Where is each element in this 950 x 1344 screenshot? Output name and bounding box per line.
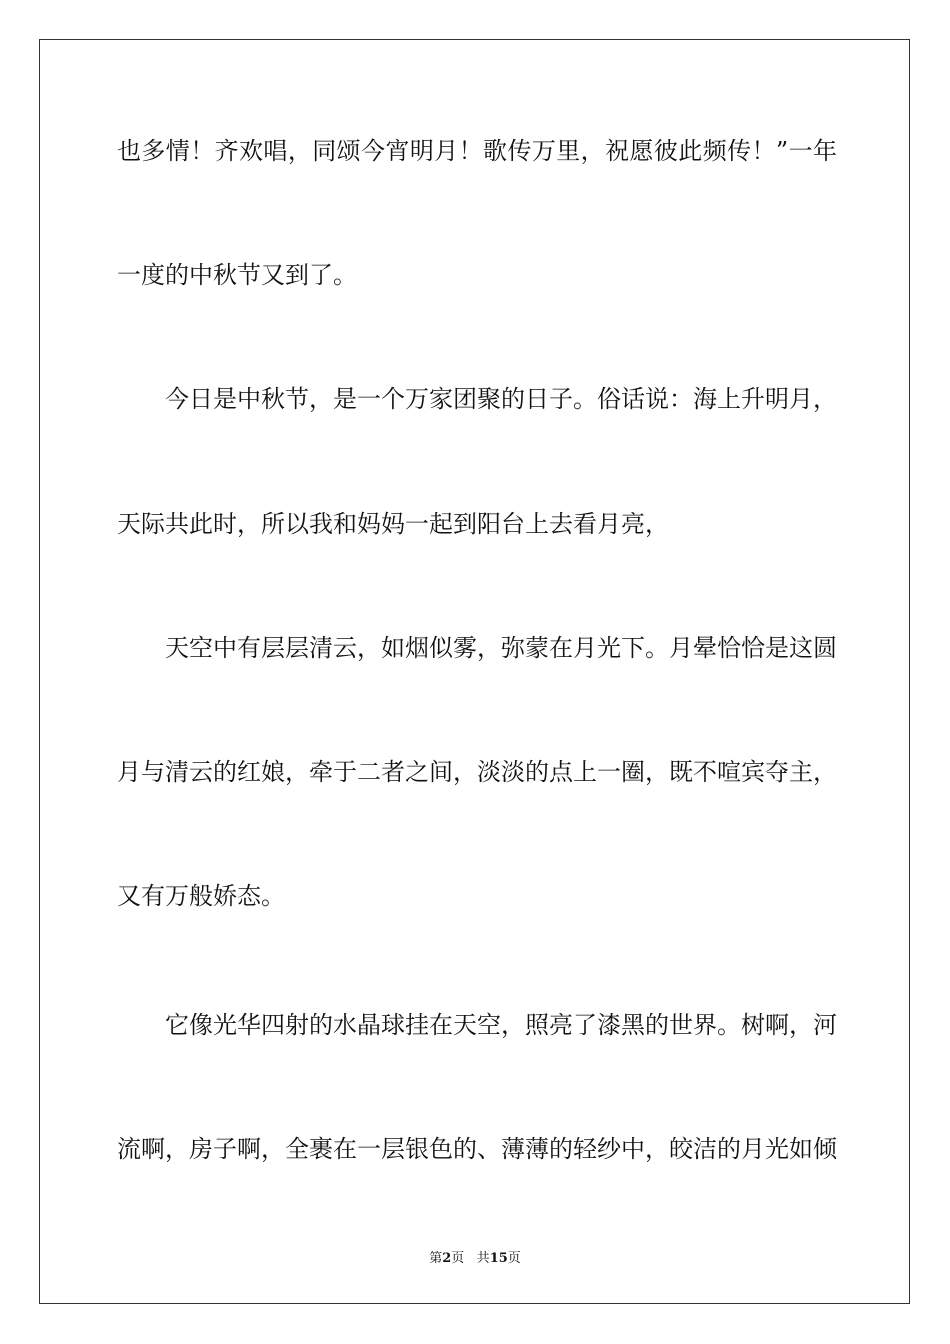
text-line-5: 天空中有层层清云，如烟似雾，弥蒙在月光下。月晕恰恰是这圆 — [165, 634, 837, 662]
footer-page-prefix: 第 — [429, 1251, 443, 1266]
text-line-9: 流啊，房子啊，全裹在一层银色的、薄薄的轻纱中，皎洁的月光如倾 — [117, 1135, 837, 1163]
footer-total-number: 15 — [489, 1251, 508, 1266]
text-line-6: 月与清云的红娘，牵于二者之间，淡淡的点上一圈，既不喧宾夺主， — [117, 758, 837, 786]
text-line-2: 一度的中秋节又到了。 — [117, 261, 357, 289]
page-border — [39, 39, 910, 1304]
text-line-3: 今日是中秋节，是一个万家团聚的日子。俗话说：海上升明月， — [165, 385, 837, 413]
text-line-7: 又有万般娇态。 — [117, 882, 285, 910]
page-footer — [0, 1247, 950, 1266]
footer-page-number: 2 — [442, 1251, 452, 1266]
text-line-1: 也多情！齐欢唱，同颂今宵明月！歌传万里，祝愿彼此频传！”一年 — [117, 137, 837, 165]
text-line-8: 它像光华四射的水晶球挂在天空，照亮了漆黑的世界。树啊，河 — [165, 1011, 837, 1039]
text-line-4: 天际共此时，所以我和妈妈一起到阳台上去看月亮， — [117, 510, 669, 538]
footer-page-suffix: 页 — [451, 1251, 465, 1266]
footer-total-prefix: 共 — [476, 1251, 490, 1266]
footer-total-suffix: 页 — [507, 1251, 521, 1266]
